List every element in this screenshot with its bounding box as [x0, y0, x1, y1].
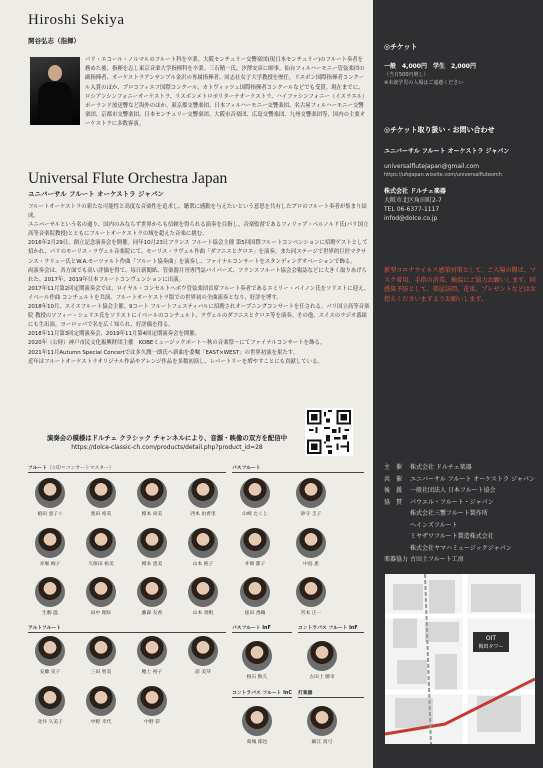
performer-card — [33, 686, 67, 725]
performer-name: 西本 由香里 — [190, 512, 216, 517]
performer-name: 奥田 裕美 — [90, 512, 112, 517]
venue-name-line1: OIT — [485, 635, 497, 642]
credit-row — [384, 462, 539, 474]
history-paragraph: 両演奏会は、各方面でも高い評価を得て、毎日新聞紙、管楽器月刊専門誌パイパーズ、フランスフルート協会会報誌などに大きく取りあげられた。2017年、2019年日本フルートコンヴェンションに出演。 — [28, 267, 367, 283]
history-paragraph: 2020年（公財）神戸市民文化振興財団主催 KOBEミュージックポート～秋の音楽祭～にてファイナルコンサートを飾る。 — [28, 340, 326, 347]
inquiry-org: ユニバーサル フルート オーケストラ ジャパン — [384, 148, 510, 155]
credit-role: 協 賛 — [384, 498, 403, 506]
performer-name: 山本 貴帆 — [192, 611, 214, 616]
performer-name: 榎本 尚美 — [141, 512, 163, 517]
inquiry-tel[interactable]: TEL 06-6377-1117 — [384, 206, 440, 213]
section-flute — [28, 464, 226, 473]
performer-card — [135, 577, 169, 616]
performer-name: 三田 智美 — [90, 670, 112, 675]
performer-name: 安藤 史子 — [39, 670, 61, 675]
conductor-photo — [30, 57, 80, 125]
history-paragraph: 2021年11月Autumn Special Concertでは多久潤一朗氏へ新曲を委嘱「EAST×WEST」の世界初演を果たす。 — [28, 349, 299, 356]
performer-name: 赤堀 絢子 — [39, 562, 61, 567]
performer-photo — [35, 636, 65, 666]
performer-card — [305, 706, 339, 745]
performer-card — [84, 577, 118, 616]
performer-name: 細江 真弓 — [311, 740, 333, 745]
conductor-name-en: Hiroshi Sekiya — [28, 12, 125, 28]
performer-card — [238, 478, 272, 517]
performer-card — [186, 528, 220, 567]
performer-photo — [86, 686, 116, 716]
credit-row — [384, 508, 539, 520]
performer-photo — [137, 577, 167, 607]
performer-photo — [35, 528, 65, 558]
performer-card — [84, 686, 118, 725]
history-paragraph: 2016年2月29日、創立記念演奏会を開催。同年10月23日フランス フルート協会主催 第5回国際フルートコンベンションに招聘ゲストとして招かれ、パリのモーリス・ラヴェル音楽院にて、モーリス・ラヴェル作曲「ダフニスとクロエ」を演奏。また同ステージで世界的巨匠マクサンス・ラリュー氏とW.A.モーツァルト作曲「フルート協奏曲」を演奏し、ファイナルコンサートをスタンディングオベーションで飾る。 — [28, 240, 368, 265]
performer-name: 久保田 裕美 — [88, 562, 114, 567]
inquiry-address: 大阪市北区角田町2-7 — [384, 197, 442, 204]
performer-photo — [307, 706, 337, 736]
credit-role: 後 援 — [384, 487, 403, 494]
history-paragraph: 2017年11月第2回定期演奏会では、ロイヤル・コンセルトヘボウ管弦楽団首席フルート奏者であるエミリー・バイノン氏をソリストに迎え、イベール作曲 コンチェルトを共演。フルートオーケストラ版での世界初の全曲演奏となり、好評を博す。 — [28, 285, 370, 301]
performer-name: 井岡 都子 — [244, 562, 266, 567]
orchestra-name-jp: ユニバーサル フルート オーケストラ ジャパン — [28, 190, 164, 198]
performer-photo — [86, 478, 116, 508]
performer-photo — [240, 478, 270, 508]
credit-role — [384, 508, 410, 520]
access-map — [385, 574, 535, 744]
performer-name: 藤森 友香 — [141, 611, 163, 616]
performer-photo — [188, 478, 218, 508]
performer-name: 山崎 たくじ — [242, 512, 268, 517]
performer-photo — [86, 577, 116, 607]
performer-card — [135, 686, 169, 725]
history-paragraph: 2018年10月、スイスフルート協会主催、9コート フルートフェスティバルに招聘されオープニングコンサートを任される。パリ国立高等音楽院 教授のソフィー・シェリエ氏をソリストにイベールのコンチェルト、ラヴェルのダフニスとクロエ等を演奏。その他、スイスのラジオ番組にも生出演。ヨーロッパで名を広く知られ、好評価を得る。 — [28, 304, 370, 329]
inquiry-web[interactable]: https://ufojapan.wixsite.com/universalfluteorch — [384, 172, 502, 178]
performer-photo — [35, 577, 65, 607]
performer-card — [135, 478, 169, 517]
credit-value: ヘインズフルート — [410, 521, 458, 529]
performer-photo — [240, 577, 270, 607]
section-flute-note: （☆印＝コンサートマスター） — [47, 466, 114, 471]
credit-value: 株式会社三響フルート製作所 — [410, 510, 488, 517]
credit-role: 共 催 — [384, 475, 403, 483]
performer-photo — [188, 528, 218, 558]
credit-row — [384, 497, 539, 509]
performer-name: 山本 純子 — [192, 562, 214, 567]
ticket-note-children: ※未就学児の入場はご遠慮ください — [384, 80, 464, 86]
section-contrabass-flute-inc: コントラバス フルート InC — [232, 691, 292, 696]
performer-photo — [307, 641, 337, 671]
covid-notice: 新型コロナウイルス感染対策として、ご入場の際は、マスク着用、手指の消毒、検温にご協力お願いします。同感染予防として、楽屋訪問、花束、プレゼントなどはお控えくださいますようお願いします。 — [384, 267, 536, 303]
history-paragraph: 近年はフルートオーケストラオリジナル作品やアレンジ作品を多数初演し、レパートリーを増やすことにも貢献している。 — [28, 358, 323, 365]
credit-value: 株式会社ヤマハミュージックジャパン — [410, 544, 512, 552]
history-paragraph: 2018年11月第3回定期演奏会、2019年11月第4回定期演奏会を開催。 — [28, 331, 201, 338]
orchestra-name-en: Universal Flute Orchestra Japan — [28, 170, 228, 187]
credits — [384, 462, 539, 566]
performer-card — [135, 636, 169, 675]
performer-card — [305, 641, 339, 680]
section-percussion: 打楽器 — [298, 689, 364, 698]
conductor-bio: パリ・エコール・ノルマルのフルート科を卒業。大阪センチュリー交響楽団(現日本センチュリー)のフルート奏者を務めた後、指揮を志し東京音楽大学指揮科を卒業。三石精一氏、汐澤安彦に師事。仙台フィルハーモニー管弦楽団の副指揮者、オーケストラアンサンブル金沢の専属指揮者、同志社女子大学教授を歴任。リスボン国際指揮者コンクール入賞のほか、プロコフィエフ国際コンクール、カトヴィッツェ国際指揮者コンクールなどでも受賞。現在までに、ロシアンシンフォニーオーケストラ、リスボンメトロポリターナオーケストラ、ハイファシンフォニー（イスラエル）ポーランド放送響など海外のほか、東京都交響楽団、日本フィルハーモニー交響楽団、名古屋フィルハーモニー交響楽団、京都市交響楽団、日本センチュリー交響楽団、大阪市音楽団、広島交響楽団、九州交響楽団等、国内の主要オーケストラに多数客演。 — [85, 57, 366, 128]
orchestra-history — [28, 203, 370, 367]
performer-name: 榎本 恵美 — [141, 562, 163, 567]
credit-role — [384, 531, 410, 543]
inquiry-company: 株式会社 ドルチェ楽器 — [384, 188, 446, 195]
performer-card — [294, 478, 328, 517]
performer-card — [186, 636, 220, 675]
performer-card — [33, 636, 67, 675]
performer-name: 生駒 温 — [42, 611, 58, 616]
performer-card — [186, 478, 220, 517]
credit-row — [384, 520, 539, 532]
performer-name: 中野 幸代 — [90, 720, 112, 725]
credit-row — [384, 485, 539, 497]
streaming-notice — [36, 433, 298, 453]
inquiry-info — [384, 125, 539, 223]
ticket-info — [384, 42, 539, 87]
credit-row — [384, 543, 539, 555]
credit-role — [384, 543, 410, 555]
performer-card — [135, 528, 169, 567]
history-paragraph: フルートオーケストラの新たな可能性と高度な音楽性を追求し、聴衆に感動を与えたいという意思を共有したプロのフルート奏者が集まり結成。 — [28, 204, 367, 220]
performer-photo — [137, 686, 167, 716]
conductor-name-jp: 関谷弘志（指揮） — [28, 37, 80, 45]
credit-value: ユニバーサル フルート オーケストラ ジャパン — [410, 475, 535, 483]
section-contrabass-flute-inf: コントラバス フルート InF — [298, 624, 364, 633]
performer-photo — [35, 478, 65, 508]
streaming-url[interactable]: https://dolce-classic-ch.com/products/detail.php?product_id=28 — [71, 444, 263, 451]
section-bass-flute: バスフルート — [232, 464, 364, 473]
credit-role: 楽器協力 — [384, 556, 409, 563]
performer-photo — [35, 686, 65, 716]
ticket-heading: ◎チケット — [384, 43, 418, 51]
performer-card — [84, 478, 118, 517]
history-paragraph: ユニバーサルという名の通り、国内のみならず世界からも信頼を得られる演奏を目指し、音楽監督であるフィリップ・ベルノルド氏(パリ国立高等音楽院教授)とともにフルートオーケストラの域を超えた音楽に挑む。 — [28, 222, 369, 238]
credit-row — [384, 474, 539, 486]
performer-name: 中野 彩 — [144, 720, 160, 725]
performer-name: 穂上 裕子 — [141, 670, 163, 675]
credit-value: ミヤザワフルート製造株式会社 — [410, 533, 494, 540]
performer-photo — [242, 641, 272, 671]
performer-photo — [137, 528, 167, 558]
credit-value: 古田土フルート工房 — [410, 556, 464, 563]
performer-card — [33, 577, 67, 616]
credit-role: 主 催 — [384, 464, 403, 471]
ticket-price: 一般 4,000円 学生 2,000円 — [384, 63, 476, 70]
performer-name: 中島 恵 — [303, 562, 319, 567]
performer-card — [240, 706, 274, 745]
credit-row — [384, 554, 539, 566]
inquiry-company-email[interactable]: infod@dolce.co.jp — [384, 215, 438, 222]
performer-photo — [240, 528, 270, 558]
performer-name: 砂守 圭子 — [300, 512, 322, 517]
performer-photo — [86, 528, 116, 558]
performer-photo — [137, 636, 167, 666]
qr-code-icon[interactable] — [305, 408, 353, 456]
performer-card — [238, 577, 272, 616]
performer-card — [294, 528, 328, 567]
performer-name: 前 美芽 — [195, 670, 211, 675]
performer-card — [84, 636, 118, 675]
performer-photo — [296, 478, 326, 508]
performer-photo — [188, 636, 218, 666]
performer-card — [294, 577, 328, 616]
performer-card — [238, 528, 272, 567]
performer-name: 宮本 正一 — [300, 611, 322, 616]
performer-name: 古田土 勝市 — [309, 675, 335, 680]
performer-card — [186, 577, 220, 616]
performer-photo — [296, 528, 326, 558]
section-flute-label: フルート — [28, 466, 47, 471]
performer-card — [240, 641, 274, 680]
performer-photo — [86, 636, 116, 666]
performer-photo — [242, 706, 272, 736]
credit-value: パウエル・フルート・ジャパン — [410, 498, 494, 506]
performer-card — [33, 478, 67, 517]
performer-photo — [188, 577, 218, 607]
inquiry-heading: ◎チケット取り扱い・お問い合わせ — [384, 126, 495, 134]
credit-value: 株式会社 ドルチェ楽器 — [410, 464, 472, 471]
credit-role — [384, 520, 410, 532]
section-bass-flute-inf: バスフルート InF — [232, 624, 292, 633]
performer-name: 田中 理絵 — [90, 611, 112, 616]
performer-name: 葛城 郁也 — [246, 740, 268, 745]
performer-name: 植田 恵子☆ — [37, 512, 63, 517]
performer-card — [33, 528, 67, 567]
section-alto-flute: アルトフルート — [28, 624, 226, 633]
inquiry-email[interactable]: universalflutejapan@gmail.com — [384, 163, 480, 170]
performer-name: 相石 熊久 — [246, 675, 268, 680]
performer-photo — [137, 478, 167, 508]
performer-name: 窪田 香織 — [244, 611, 266, 616]
credit-row — [384, 531, 539, 543]
performer-card — [84, 528, 118, 567]
credit-value: 一般社団法人 日本フルート協会 — [410, 487, 496, 494]
performer-name: 北井 久美子 — [37, 720, 63, 725]
venue-name-line2: 梅田タワー — [478, 644, 504, 650]
streaming-text: 演奏会の模様はドルチェ クラシック チャンネルにより、音源・映像の双方を配信中 — [46, 434, 288, 442]
ticket-note-same-day: （当日500円増し） — [384, 72, 429, 78]
performer-photo — [296, 577, 326, 607]
